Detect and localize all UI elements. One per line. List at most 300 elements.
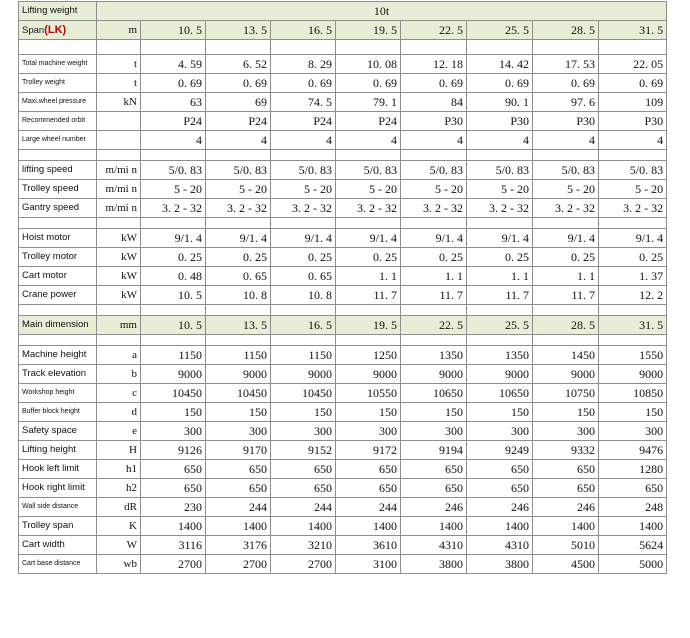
value-cell: 11. 7 <box>533 286 599 305</box>
row-label: Trolley motor <box>19 248 97 267</box>
value-cell: 4 <box>141 131 206 150</box>
value-cell: 9000 <box>336 365 401 384</box>
span-unit: m <box>97 21 141 40</box>
row-label: Hook left limit <box>19 460 97 479</box>
value-cell: 3800 <box>467 555 533 574</box>
value-cell: 63 <box>141 93 206 112</box>
value-cell: 1. 1 <box>401 267 467 286</box>
span-value: 28. 5 <box>533 21 599 40</box>
spacer-cell <box>599 305 667 316</box>
table-row <box>19 403 667 422</box>
value-cell: 150 <box>599 403 667 422</box>
value-cell: 300 <box>599 422 667 441</box>
value-cell: 9152 <box>271 441 336 460</box>
value-cell: 244 <box>336 498 401 517</box>
spacer-cell <box>533 40 599 55</box>
value-cell: 9/1. 4 <box>206 229 271 248</box>
row-unit: h2 <box>97 479 141 498</box>
value-cell: P30 <box>599 112 667 131</box>
row-label: Workshop height <box>19 384 97 403</box>
table-row <box>19 161 667 180</box>
row-unit: wb <box>97 555 141 574</box>
spacer-cell <box>533 218 599 229</box>
value-cell: 9000 <box>206 365 271 384</box>
value-cell: 9000 <box>401 365 467 384</box>
value-cell: 4500 <box>533 555 599 574</box>
value-cell: 248 <box>599 498 667 517</box>
value-cell: 3. 2 - 32 <box>401 199 467 218</box>
span-value: 13. 5 <box>206 21 271 40</box>
value-cell: 5/0. 83 <box>599 161 667 180</box>
value-cell: 22. 5 <box>401 316 467 335</box>
value-cell: 300 <box>271 422 336 441</box>
span-label <box>19 21 97 40</box>
value-cell: 9/1. 4 <box>401 229 467 248</box>
spacer-cell <box>206 40 271 55</box>
spacer-cell <box>599 335 667 346</box>
spacer-cell <box>206 335 271 346</box>
value-cell: 4 <box>401 131 467 150</box>
value-cell: 650 <box>336 479 401 498</box>
value-cell: 1400 <box>533 517 599 536</box>
value-cell: 150 <box>206 403 271 422</box>
value-cell: 300 <box>467 422 533 441</box>
value-cell: 5624 <box>599 536 667 555</box>
spacer-cell <box>467 40 533 55</box>
table-row <box>19 441 667 460</box>
value-cell: 1400 <box>271 517 336 536</box>
row-label: Lifting height <box>19 441 97 460</box>
row-label: Gantry speed <box>19 199 97 218</box>
value-cell: 300 <box>401 422 467 441</box>
row-unit: e <box>97 422 141 441</box>
value-cell: 3. 2 - 32 <box>336 199 401 218</box>
value-cell: 650 <box>401 479 467 498</box>
value-cell: 650 <box>271 479 336 498</box>
table-row <box>19 267 667 286</box>
value-cell: 0. 25 <box>533 248 599 267</box>
spacer-row <box>19 335 667 346</box>
value-cell: 2700 <box>271 555 336 574</box>
lifting-weight-row <box>19 2 667 21</box>
value-cell: 1400 <box>467 517 533 536</box>
value-cell: 9/1. 4 <box>271 229 336 248</box>
value-cell: P30 <box>467 112 533 131</box>
spacer-cell <box>401 150 467 161</box>
row-unit <box>97 131 141 150</box>
row-unit: m/mi n <box>97 199 141 218</box>
value-cell: 79. 1 <box>336 93 401 112</box>
value-cell: 5/0. 83 <box>141 161 206 180</box>
value-cell: 3. 2 - 32 <box>141 199 206 218</box>
value-cell: 28. 5 <box>533 316 599 335</box>
row-label: Machine height <box>19 346 97 365</box>
value-cell: 9/1. 4 <box>533 229 599 248</box>
value-cell: 5 - 20 <box>206 180 271 199</box>
value-cell: 9249 <box>467 441 533 460</box>
row-unit: kW <box>97 267 141 286</box>
row-label: Crane power <box>19 286 97 305</box>
value-cell: 3210 <box>271 536 336 555</box>
spacer-cell <box>599 150 667 161</box>
value-cell: 0. 25 <box>599 248 667 267</box>
value-cell: 3. 2 - 32 <box>467 199 533 218</box>
row-label: Maxi.wheel pressure <box>19 93 97 112</box>
table-row <box>19 460 667 479</box>
row-unit: c <box>97 384 141 403</box>
value-cell: 300 <box>533 422 599 441</box>
span-value: 31. 5 <box>599 21 667 40</box>
value-cell: 9332 <box>533 441 599 460</box>
spacer-cell <box>141 40 206 55</box>
spacer-cell <box>467 305 533 316</box>
spacer-cell <box>97 218 141 229</box>
spacer-cell <box>19 335 97 346</box>
table-row <box>19 229 667 248</box>
value-cell: 9000 <box>467 365 533 384</box>
value-cell: 650 <box>141 479 206 498</box>
value-cell: 0. 48 <box>141 267 206 286</box>
table-row <box>19 479 667 498</box>
value-cell: 650 <box>141 460 206 479</box>
value-cell: 5/0. 83 <box>206 161 271 180</box>
table-row <box>19 180 667 199</box>
value-cell: 10. 5 <box>141 316 206 335</box>
value-cell: 0. 69 <box>533 74 599 93</box>
spacer-cell <box>206 305 271 316</box>
value-cell: 244 <box>206 498 271 517</box>
value-cell: 5/0. 83 <box>467 161 533 180</box>
value-cell: 0. 65 <box>206 267 271 286</box>
value-cell: 10450 <box>141 384 206 403</box>
spacer-cell <box>141 150 206 161</box>
value-cell: 9000 <box>533 365 599 384</box>
value-cell: 9000 <box>141 365 206 384</box>
row-label: Large wheel number <box>19 131 97 150</box>
lifting-weight-label: Lifting weight <box>19 2 97 21</box>
value-cell: 0. 25 <box>336 248 401 267</box>
value-cell: 1550 <box>599 346 667 365</box>
value-cell: 5 - 20 <box>271 180 336 199</box>
value-cell: 10. 5 <box>141 286 206 305</box>
row-label: Hook right limit <box>19 479 97 498</box>
spacer-row <box>19 40 667 55</box>
spacer-cell <box>599 40 667 55</box>
value-cell: 5000 <box>599 555 667 574</box>
value-cell: 3. 2 - 32 <box>599 199 667 218</box>
value-cell: 9/1. 4 <box>141 229 206 248</box>
value-cell: 6. 52 <box>206 55 271 74</box>
value-cell: 4310 <box>401 536 467 555</box>
value-cell: 9/1. 4 <box>599 229 667 248</box>
value-cell: P30 <box>533 112 599 131</box>
value-cell: 4. 59 <box>141 55 206 74</box>
value-cell: 300 <box>336 422 401 441</box>
row-unit: t <box>97 74 141 93</box>
row-label: Main dimension <box>19 316 97 335</box>
value-cell: 10. 8 <box>271 286 336 305</box>
value-cell: 4 <box>467 131 533 150</box>
value-cell: 3100 <box>336 555 401 574</box>
spacer-cell <box>97 40 141 55</box>
value-cell: 2700 <box>206 555 271 574</box>
value-cell: 246 <box>467 498 533 517</box>
value-cell: 11. 7 <box>467 286 533 305</box>
value-cell: P24 <box>141 112 206 131</box>
row-unit <box>97 112 141 131</box>
value-cell: 650 <box>401 460 467 479</box>
value-cell: 69 <box>206 93 271 112</box>
value-cell: 109 <box>599 93 667 112</box>
spacer-cell <box>206 218 271 229</box>
value-cell: 3176 <box>206 536 271 555</box>
value-cell: 150 <box>533 403 599 422</box>
value-cell: 1350 <box>401 346 467 365</box>
value-cell: 10. 08 <box>336 55 401 74</box>
value-cell: 12. 2 <box>599 286 667 305</box>
value-cell: 5/0. 83 <box>271 161 336 180</box>
spacer-cell <box>97 305 141 316</box>
value-cell: 1150 <box>206 346 271 365</box>
row-label: Hoist motor <box>19 229 97 248</box>
row-unit: a <box>97 346 141 365</box>
spacer-cell <box>19 305 97 316</box>
value-cell: 10450 <box>271 384 336 403</box>
value-cell: 11. 7 <box>336 286 401 305</box>
value-cell: 650 <box>533 460 599 479</box>
row-unit: d <box>97 403 141 422</box>
value-cell: 31. 5 <box>599 316 667 335</box>
value-cell: 10750 <box>533 384 599 403</box>
value-cell: 5/0. 83 <box>533 161 599 180</box>
value-cell: 4 <box>271 131 336 150</box>
spacer-cell <box>19 40 97 55</box>
table-row <box>19 555 667 574</box>
value-cell: 246 <box>533 498 599 517</box>
spacer-cell <box>467 335 533 346</box>
row-unit: b <box>97 365 141 384</box>
spacer-cell <box>271 305 336 316</box>
spacer-row <box>19 305 667 316</box>
crane-spec-table <box>18 1 667 574</box>
row-unit: kN <box>97 93 141 112</box>
value-cell: 0. 69 <box>141 74 206 93</box>
value-cell: 1. 37 <box>599 267 667 286</box>
value-cell: 0. 25 <box>271 248 336 267</box>
table-row <box>19 365 667 384</box>
value-cell: 84 <box>401 93 467 112</box>
table-row <box>19 498 667 517</box>
value-cell: P24 <box>206 112 271 131</box>
value-cell: 0. 69 <box>599 74 667 93</box>
value-cell: 5 - 20 <box>401 180 467 199</box>
spacer-cell <box>467 150 533 161</box>
value-cell: 150 <box>141 403 206 422</box>
spacer-cell <box>141 335 206 346</box>
value-cell: 9/1. 4 <box>467 229 533 248</box>
value-cell: 3. 2 - 32 <box>206 199 271 218</box>
span-value: 22. 5 <box>401 21 467 40</box>
spacer-cell <box>401 335 467 346</box>
table-row <box>19 517 667 536</box>
row-unit: dR <box>97 498 141 517</box>
row-label: Track elevation <box>19 365 97 384</box>
row-label: Cart base distance <box>19 555 97 574</box>
span-value: 25. 5 <box>467 21 533 40</box>
spacer-cell <box>467 218 533 229</box>
value-cell: 300 <box>141 422 206 441</box>
row-label: Recommended orbit <box>19 112 97 131</box>
value-cell: 650 <box>206 479 271 498</box>
value-cell: 10850 <box>599 384 667 403</box>
value-cell: 1400 <box>336 517 401 536</box>
value-cell: 4 <box>206 131 271 150</box>
span-value: 19. 5 <box>336 21 401 40</box>
spacer-cell <box>336 305 401 316</box>
value-cell: 0. 69 <box>467 74 533 93</box>
value-cell: 0. 69 <box>206 74 271 93</box>
value-cell: 650 <box>533 479 599 498</box>
row-unit: m/mi n <box>97 161 141 180</box>
span-row <box>19 21 667 40</box>
span-value: 16. 5 <box>271 21 336 40</box>
value-cell: 9126 <box>141 441 206 460</box>
spacer-cell <box>533 150 599 161</box>
row-unit: kW <box>97 248 141 267</box>
value-cell: 19. 5 <box>336 316 401 335</box>
value-cell: 650 <box>599 479 667 498</box>
value-cell: 5 - 20 <box>533 180 599 199</box>
row-label: lifting speed <box>19 161 97 180</box>
value-cell: 1250 <box>336 346 401 365</box>
value-cell: 10650 <box>467 384 533 403</box>
value-cell: 25. 5 <box>467 316 533 335</box>
value-cell: 4 <box>533 131 599 150</box>
row-label: Trolley speed <box>19 180 97 199</box>
row-unit: m/mi n <box>97 180 141 199</box>
value-cell: 1400 <box>206 517 271 536</box>
value-cell: 3. 2 - 32 <box>271 199 336 218</box>
value-cell: 1. 1 <box>467 267 533 286</box>
value-cell: 9172 <box>336 441 401 460</box>
spacer-cell <box>97 335 141 346</box>
value-cell: 5 - 20 <box>599 180 667 199</box>
value-cell: 5 - 20 <box>141 180 206 199</box>
value-cell: 150 <box>271 403 336 422</box>
row-label: Total machine weight <box>19 55 97 74</box>
table-row <box>19 346 667 365</box>
row-unit: H <box>97 441 141 460</box>
value-cell: 1280 <box>599 460 667 479</box>
value-cell: 0. 25 <box>467 248 533 267</box>
value-cell: 9/1. 4 <box>336 229 401 248</box>
value-cell: 246 <box>401 498 467 517</box>
value-cell: 4 <box>336 131 401 150</box>
value-cell: 9170 <box>206 441 271 460</box>
value-cell: 11. 7 <box>401 286 467 305</box>
value-cell: 3. 2 - 32 <box>533 199 599 218</box>
row-label: Safety space <box>19 422 97 441</box>
table-row <box>19 55 667 74</box>
value-cell: 9476 <box>599 441 667 460</box>
value-cell: 4310 <box>467 536 533 555</box>
spacer-cell <box>336 335 401 346</box>
value-cell: 300 <box>206 422 271 441</box>
row-unit: t <box>97 55 141 74</box>
row-label: Trolley span <box>19 517 97 536</box>
value-cell: 8. 29 <box>271 55 336 74</box>
value-cell: 650 <box>336 460 401 479</box>
spacer-cell <box>336 40 401 55</box>
row-unit: kW <box>97 286 141 305</box>
value-cell: 90. 1 <box>467 93 533 112</box>
table-row <box>19 199 667 218</box>
table-row <box>19 536 667 555</box>
value-cell: 650 <box>467 460 533 479</box>
spacer-cell <box>271 150 336 161</box>
value-cell: 1400 <box>401 517 467 536</box>
table-row <box>19 316 667 335</box>
row-unit: K <box>97 517 141 536</box>
value-cell: 3116 <box>141 536 206 555</box>
spacer-cell <box>271 335 336 346</box>
row-unit: mm <box>97 316 141 335</box>
value-cell: P30 <box>401 112 467 131</box>
value-cell: 1. 1 <box>533 267 599 286</box>
value-cell: 1. 1 <box>336 267 401 286</box>
value-cell: P24 <box>336 112 401 131</box>
row-unit: h1 <box>97 460 141 479</box>
value-cell: 2700 <box>141 555 206 574</box>
value-cell: 5010 <box>533 536 599 555</box>
value-cell: 5 - 20 <box>336 180 401 199</box>
row-label: Cart motor <box>19 267 97 286</box>
spacer-cell <box>141 218 206 229</box>
spacer-cell <box>533 305 599 316</box>
spacer-cell <box>141 305 206 316</box>
spacer-cell <box>271 218 336 229</box>
table-row <box>19 112 667 131</box>
spacer-cell <box>599 218 667 229</box>
value-cell: 5/0. 83 <box>401 161 467 180</box>
value-cell: 5/0. 83 <box>336 161 401 180</box>
row-label: Wall side distance <box>19 498 97 517</box>
value-cell: 650 <box>467 479 533 498</box>
row-label: Buffer block height <box>19 403 97 422</box>
table-row <box>19 74 667 93</box>
value-cell: 0. 25 <box>141 248 206 267</box>
value-cell: 1400 <box>141 517 206 536</box>
spacer-cell <box>19 150 97 161</box>
value-cell: 0. 25 <box>206 248 271 267</box>
spacer-cell <box>19 218 97 229</box>
value-cell: 150 <box>336 403 401 422</box>
value-cell: 9000 <box>599 365 667 384</box>
value-cell: 0. 69 <box>271 74 336 93</box>
value-cell: 3610 <box>336 536 401 555</box>
value-cell: 10450 <box>206 384 271 403</box>
value-cell: 650 <box>206 460 271 479</box>
spacer-cell <box>271 40 336 55</box>
value-cell: 150 <box>467 403 533 422</box>
value-cell: P24 <box>271 112 336 131</box>
value-cell: 1400 <box>599 517 667 536</box>
table-row <box>19 286 667 305</box>
value-cell: 230 <box>141 498 206 517</box>
value-cell: 9194 <box>401 441 467 460</box>
value-cell: 3800 <box>401 555 467 574</box>
table-row <box>19 422 667 441</box>
